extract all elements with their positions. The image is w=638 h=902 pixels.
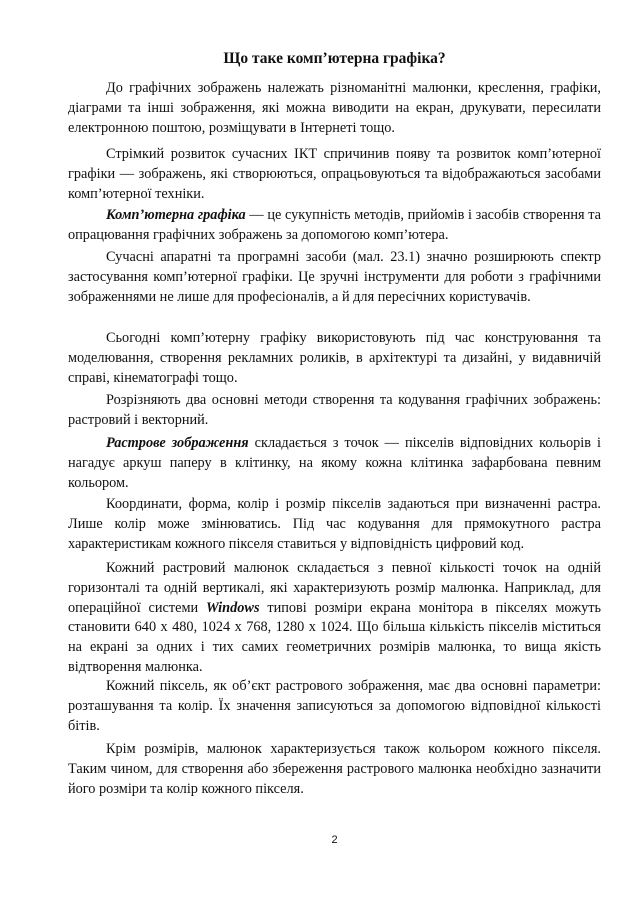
paragraph-pixel-color: Крім розмірів, малюнок характеризується також кольором кожного пікселя. Таким чином, для створення або збереження растрового малюнка необхідно зазначити його розміри та колір кожного пікселя. (68, 741, 601, 797)
raster-definition-text: складається з точок — пікселів відповідних кольорів і нагадує аркуш паперу в клітинку, на якому кожна клітинка зафарбована певним кольором. (68, 435, 601, 491)
paragraph-computer-graphics-definition (68, 206, 601, 246)
paragraph-raster-definition (68, 434, 601, 493)
windows-emphasis: Windows (206, 599, 260, 616)
paragraph-modern-tools: Сучасні апаратні та програмні засоби (мал. 23.1) значно розширюють спектр застосування комп’ютерної графіки. Це зручні інструменти для роботи з графічними зображеннями не лише для професіоналів, а й для пересічних користувачів. (68, 249, 601, 305)
paragraph-graphic-images: До графічних зображень належать різноманітні малюнки, креслення, графіки, діаграми та інші зображення, які можна виводити на екран, друкувати, пересилати електронною поштою, розміщувати в Інтернеті тощо. (68, 80, 601, 136)
paragraph-raster-size (68, 559, 601, 678)
paragraph-ict-development: Стрімкий розвиток сучасних ІКТ спричинив появу та розвиток комп’ютерної графіки — зображень, які створюються, опрацьовуються та відображаються засобами комп’ютерної техніки. (68, 146, 601, 202)
term-raster-image: Растрове зображення (106, 435, 249, 451)
page-number: 2 (331, 834, 338, 846)
paragraph-coding-methods: Розрізняють два основні методи створення та кодування графічних зображень: растровий і векторний. (68, 392, 601, 428)
term-computer-graphics: Комп’ютерна графіка (106, 207, 246, 223)
raster-size-text-end: типові розміри екрана монітора в пікселях можуть становити 640 x 480, 1024 x 768, 1280 x 1024. Що більша кількість пікселів міститься на екрані за одних і тих самих геометричних розмірів малюнка, то вища якість відтворення малюнка. (68, 599, 601, 675)
document-page (68, 0, 601, 902)
paragraph-pixel-parameters: Кожний піксель, як об’єкт растрового зображення, має два основні параметри: розташування та колір. Їх значення записуються за допомогою відповідної кількості бітів. (68, 678, 601, 734)
paragraph-usage-areas: Сьогодні комп’ютерну графіку використовують під час конструювання та моделювання, створення рекламних роликів, в архітектурі та дизайні, у видавничій справі, кінематографі тощо. (68, 330, 601, 386)
raster-size-text-start: Кожний растровий малюнок складається з певної кількості точок на одній горизонталі та одній вертикалі, які характеризують розмір малюнка. Наприклад, для операційної системи (68, 560, 601, 616)
page-title: Що таке комп’ютерна графіка? (223, 50, 446, 67)
paragraph-pixel-coordinates: Координати, форма, колір і розмір пікселів задаються при визначенні растра. Лише колір може змінюватись. Під час кодування для прямокутного растра характеристикам кожного пікселя ставиться у відповідність цифровий код. (68, 496, 601, 552)
definition-text: — це сукупність методів, прийомів і засобів створення та опрацювання графічних зображень за допомогою комп’ютера. (68, 207, 602, 243)
